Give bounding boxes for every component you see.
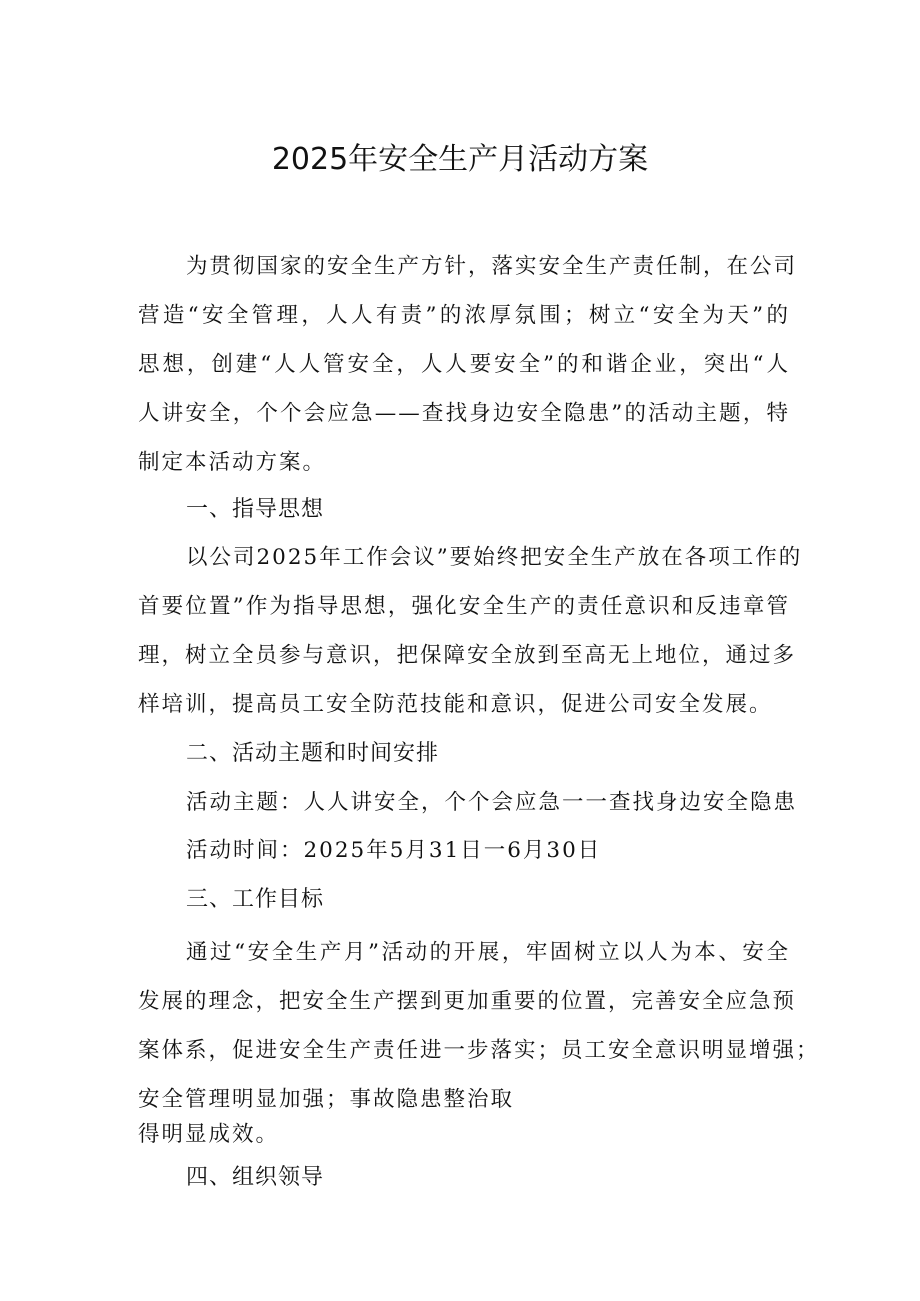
paragraph-line: 为贯彻国家的安全生产方针，落实安全生产责任制，在公司 bbox=[186, 254, 798, 279]
section-heading-guiding-ideology: 一、指导思想 bbox=[186, 497, 325, 522]
paragraph-line: 得明显成效。 bbox=[138, 1122, 280, 1147]
paragraph-line: 通过“安全生产月”活动的开展，牢固树立以人为本、安全 bbox=[186, 940, 790, 965]
paragraph-line: 理，树立全员参与意识，把保障安全放到至高无上地位，通过多 bbox=[138, 643, 797, 668]
paragraph-line: 制定本活动方案。 bbox=[138, 450, 327, 475]
paragraph-line: 营造“安全管理，人人有责”的浓厚氛围；树立“安全为天”的 bbox=[138, 303, 790, 328]
paragraph-line: 思想，创建“人人管安全，人人要安全”的和谐企业，突出“人 bbox=[138, 352, 790, 377]
section-heading-work-goals: 三、工作目标 bbox=[186, 887, 325, 912]
intro-paragraph bbox=[138, 242, 798, 487]
paragraph-line: 样培训，提高员工安全防范技能和意识，促进公司安全发展。 bbox=[138, 692, 773, 717]
paragraph-line: 以公司2025年工作会议”要始终把安全生产放在各项工作的 bbox=[186, 545, 803, 570]
paragraph-line: 发展的理念，把安全生产摆到更加重要的位置，完善安全应急预 bbox=[138, 989, 797, 1014]
section-heading-organization: 四、组织领导 bbox=[186, 1165, 325, 1190]
guiding-ideology-paragraph bbox=[138, 533, 803, 729]
activity-theme: 活动主题：人人讲安全，个个会应急一一查找身边安全隐患 bbox=[186, 790, 798, 815]
paragraph-line: 安全管理明显加强；事故隐患整治取 bbox=[138, 1087, 515, 1112]
paragraph-line: 首要位置”作为指导思想，强化安全生产的责任意识和反违章管 bbox=[138, 594, 790, 619]
section-heading-theme-and-schedule: 二、活动主题和时间安排 bbox=[186, 741, 440, 766]
paragraph-line: 人讲安全，个个会应急——查找身边安全隐患”的活动主题，特 bbox=[138, 401, 790, 426]
document-title: 2025年安全生产月活动方案 bbox=[271, 142, 649, 177]
work-goals-paragraph bbox=[138, 928, 820, 1159]
paragraph-line: 案体系，促进安全生产责任进一步落实；员工安全意识明显增强； bbox=[138, 1038, 820, 1063]
activity-time: 活动时间：2025年5月31日一6月30日 bbox=[186, 838, 602, 863]
